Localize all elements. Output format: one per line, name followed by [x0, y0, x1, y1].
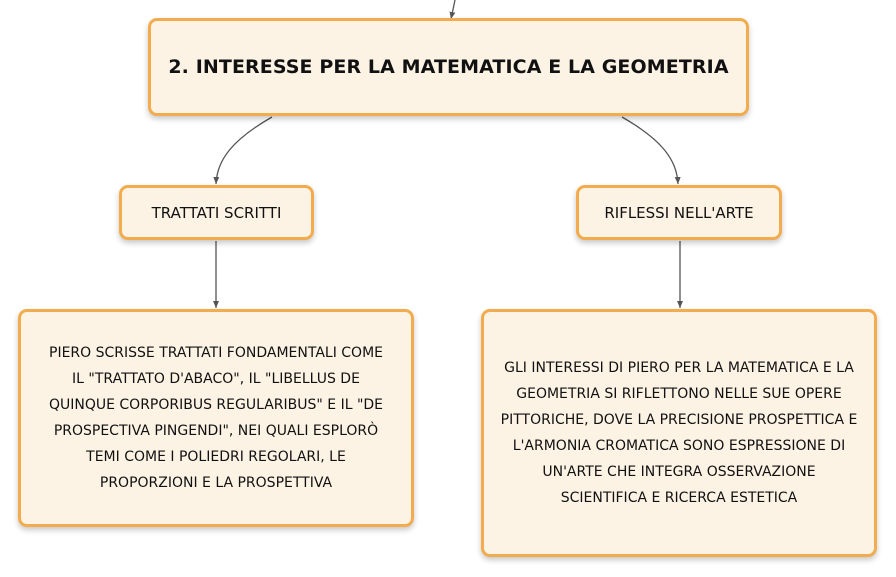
connector-main-to-left-topic — [216, 117, 272, 184]
subtopic-node-riflessi-nell-arte[interactable] — [576, 185, 782, 240]
detail-node-riflessi-nell-arte[interactable] — [481, 309, 877, 557]
subtopic-label: TRATTATI SCRITTI — [151, 203, 282, 222]
main-topic-node[interactable] — [148, 18, 749, 116]
main-topic-label: 2. INTERESSE PER LA MATEMATICA E LA GEOMETRIA — [168, 56, 729, 78]
connector-main-to-right-topic — [622, 117, 678, 184]
detail-text: GLI INTERESSI DI PIERO PER LA MATEMATICA E LA GEOMETRIA SI RIFLETTONO NELLE SUE OPERE PITTORICHE, DOVE LA PRECISIONE PROSPETTICA E L'ARMONIA CROMATICA SONO ESPRESSIONE DI UN'ARTE CHE INTEGRA OSSERVAZIONE SCIENTIFICA E RICERCA ESTETICA — [500, 360, 858, 506]
connector-incoming — [451, 0, 455, 19]
detail-node-trattati-scritti[interactable] — [18, 309, 414, 527]
subtopic-label: RIFLESSI NELL'ARTE — [604, 203, 754, 222]
detail-text: PIERO SCRISSE TRATTATI FONDAMENTALI COME IL "TRATTATO D'ABACO", IL "LIBELLUS DE QUINQUE CORPORIBUS REGULARIBUS" E IL "DE PROSPECTIVA PINGENDI", NEI QUALI ESPLORÒ TEMI COME I POLIEDRI REGOLARI, LE PROPORZIONI E LA PROSPETTIVA — [48, 345, 384, 491]
subtopic-node-trattati-scritti[interactable] — [119, 185, 314, 240]
